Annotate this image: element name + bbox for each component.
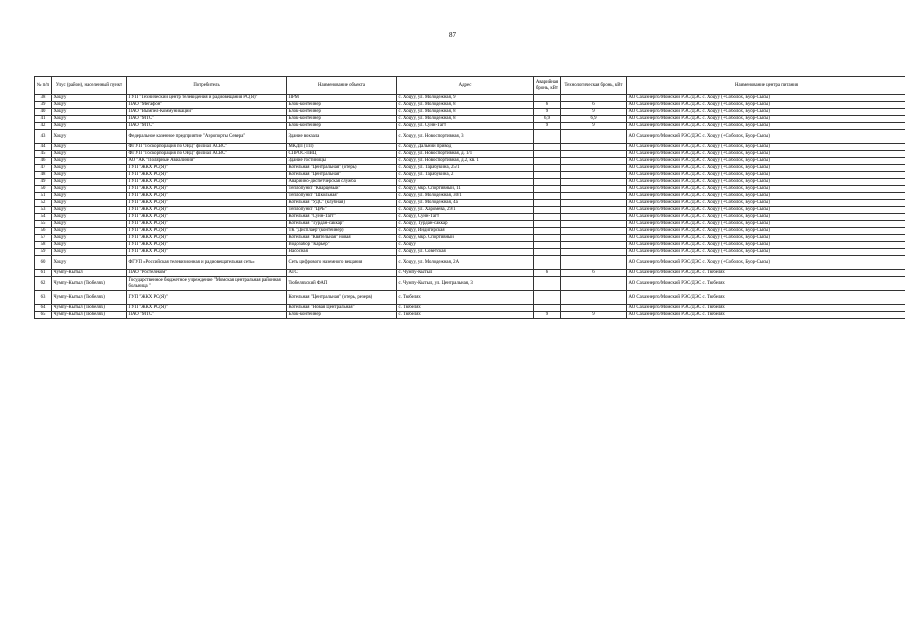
- table-cell-col-object: Блок-контейнер: [287, 109, 397, 116]
- table-cell-col-tech-reserve: [561, 151, 627, 158]
- header-col-power-center: Наименование центра питания: [627, 77, 905, 95]
- table-body: [35, 95, 905, 319]
- table-row: [35, 200, 905, 207]
- table-cell-col-number: 61: [35, 270, 52, 277]
- table-row: [35, 207, 905, 214]
- table-cell-col-power-center: АО Сахаэнерго/Момский РЭС/ДЭС с. Тюбелях: [627, 312, 905, 319]
- table-cell-col-consumer: ГУП "ЖКХ РС(Я)": [127, 242, 287, 249]
- table-cell-col-district: Чумпу-Кытыл (Тюбелях): [52, 312, 127, 319]
- table-cell-col-district: Хоцуу: [52, 172, 127, 179]
- table-cell-col-emergency-reserve: [534, 186, 561, 193]
- table-cell-col-emergency-reserve: [534, 172, 561, 179]
- table-cell-col-number: 52: [35, 200, 52, 207]
- table-cell-col-object: Котельная "Квятельная" новая: [287, 235, 397, 242]
- table-cell-col-object: Аварийно-диспетчерская служба: [287, 179, 397, 186]
- table-cell-col-tech-reserve: [561, 172, 627, 179]
- table-cell-col-power-center: АО Сахаэнерго/Момский РЭС/ДЭС с. Хоцуу (+Соболох, Буор-Сысы): [627, 186, 905, 193]
- table-cell-col-object: Здание гостиницы: [287, 158, 397, 165]
- table-cell-col-address: с. Хоцуу, Дальний привод: [397, 144, 534, 151]
- table-cell-col-consumer: ГУП "ЖКХ РС(Я)": [127, 214, 287, 221]
- table-row: [35, 242, 905, 249]
- table-cell-col-object: Блок-контейнер: [287, 123, 397, 130]
- table-cell-col-consumer: ФГУП «Российская телевизионная и радиовещательная сеть»: [127, 256, 287, 270]
- table-header-row: [35, 77, 905, 95]
- table-cell-col-power-center: АО Сахаэнерго/Момский РЭС/ДЭС с. Тюбелях: [627, 305, 905, 312]
- table-cell-col-emergency-reserve: [534, 228, 561, 235]
- table-cell-col-tech-reserve: [561, 221, 627, 228]
- table-cell-col-object: Насосная: [287, 249, 397, 256]
- table-cell-col-address: с. Хоцуу, ул. Молодежная, 8: [397, 116, 534, 123]
- table-cell-col-consumer: ГУП "ЖКХ РС(Я)": [127, 207, 287, 214]
- table-cell-col-power-center: АО Сахаэнерго/Момский РЭС/ДЭС с. Хоцуу (+Соболох, Буор-Сысы): [627, 249, 905, 256]
- table-row: [35, 186, 905, 193]
- table-cell-col-emergency-reserve: [534, 207, 561, 214]
- table-cell-col-district: Хоцуу: [52, 186, 127, 193]
- table-cell-col-power-center: АО Сахаэнерго/Момский РЭС/ДЭС с. Хоцуу (+Соболох, Буор-Сысы): [627, 221, 905, 228]
- table-cell-col-tech-reserve: 6: [561, 102, 627, 109]
- table-cell-col-object: Блок-контейнер: [287, 116, 397, 123]
- table-cell-col-number: 54: [35, 214, 52, 221]
- table-cell-col-object: Котельная "Центральная" (отерь): [287, 165, 397, 172]
- table-cell-col-address: с. Хоцуу, мкр. Спортивный: [397, 235, 534, 242]
- table-cell-col-tech-reserve: 9: [561, 123, 627, 130]
- table-cell-col-address: с. Хоцуу, ул. Тарабукина, 25/1: [397, 165, 534, 172]
- table-cell-col-tech-reserve: [561, 256, 627, 270]
- table-cell-col-tech-reserve: [561, 214, 627, 221]
- table-cell-col-tech-reserve: [561, 193, 627, 200]
- table-cell-col-power-center: АО Сахаэнерго/Момский РЭС/ДЭС с. Хоцуу (+Соболох, Буор-Сысы): [627, 109, 905, 116]
- header-col-number: № п/п: [35, 77, 52, 95]
- table-cell-col-district: Хоцуу: [52, 249, 127, 256]
- table-cell-col-emergency-reserve: [534, 291, 561, 305]
- table-cell-col-district: Хоцуу: [52, 200, 127, 207]
- table-cell-col-district: Хоцуу: [52, 214, 127, 221]
- table-cell-col-consumer: ПАО "МТС": [127, 123, 287, 130]
- table-cell-col-object: Котельная "УДС" (клубная): [287, 200, 397, 207]
- table-cell-col-consumer: ГУП "ЖКХ РС(Я)": [127, 200, 287, 207]
- table-cell-col-district: Чумпу-Кытыл (Тюбелях): [52, 277, 127, 291]
- table-cell-col-object: Водозабор "Карьер": [287, 242, 397, 249]
- table-cell-col-number: 40: [35, 109, 52, 116]
- table-cell-col-tech-reserve: 9: [561, 109, 627, 116]
- table-cell-col-number: 41: [35, 116, 52, 123]
- table-cell-col-tech-reserve: [561, 305, 627, 312]
- table-row: [35, 305, 905, 312]
- table-row: [35, 144, 905, 151]
- table-cell-col-object: Котельная "Новая Центральная": [287, 305, 397, 312]
- table-cell-col-district: Хоцуу: [52, 228, 127, 235]
- table-cell-col-emergency-reserve: [534, 214, 561, 221]
- table-cell-col-consumer: Федеральное казенное предприятие "Аэропорты Севера": [127, 130, 287, 144]
- table-cell-col-tech-reserve: [561, 200, 627, 207]
- table-row: [35, 172, 905, 179]
- table-cell-col-power-center: АО Сахаэнерго/Момский РЭС/ДЭС с. Хоцуу (+Соболох, Буор-Сысы): [627, 172, 905, 179]
- table-cell-col-number: 44: [35, 144, 52, 151]
- table-cell-col-number: 56: [35, 228, 52, 235]
- table-cell-col-address: с. Хоцуу, ул. Новоспортивная, 3: [397, 130, 534, 144]
- table-cell-col-power-center: АО Сахаэнерго/Момский РЭС/ДЭС с. Хоцуу (+Соболох, Буор-Сысы): [627, 179, 905, 186]
- table-row: [35, 151, 905, 158]
- table-cell-col-power-center: АО Сахаэнерго/Момский РЭС/ДЭС с. Хоцуу (+Соболох, Буор-Сысы): [627, 158, 905, 165]
- header-col-emergency-reserve: Аварийная бронь, кВт: [534, 77, 561, 95]
- table-cell-col-consumer: ГУП "ЖКХ РС(Я)": [127, 305, 287, 312]
- table-cell-col-power-center: АО Сахаэнерго/Момский РЭС/ДЭС с. Хоцуу (+Соболох, Буор-Сысы): [627, 151, 905, 158]
- table-cell-col-emergency-reserve: [534, 144, 561, 151]
- table-cell-col-district: Хоцуу: [52, 179, 127, 186]
- table-cell-col-consumer: ФГУП "Госкорпорация по ОВД" филиал АСВС": [127, 151, 287, 158]
- table-cell-col-object: СПРОС-ПВЦ: [287, 151, 397, 158]
- table-cell-col-district: Хоцуу: [52, 242, 127, 249]
- table-cell-col-district: Хоцуу: [52, 165, 127, 172]
- table-cell-col-address: с. Тюбелях: [397, 305, 534, 312]
- table-cell-col-number: 43: [35, 130, 52, 144]
- table-cell-col-address: с. Хоцуу, ул. Сунн-Тагт: [397, 123, 534, 130]
- table-cell-col-number: 57: [35, 235, 52, 242]
- table-cell-col-address: с. Хоцуу, ул. Новоспортивная, д. 1/1: [397, 151, 534, 158]
- table-row: [35, 214, 905, 221]
- table-cell-col-power-center: АО Сахаэнерго/Момский РЭС/ДЭС с. Тюбелях: [627, 277, 905, 291]
- table-cell-col-tech-reserve: [561, 235, 627, 242]
- table-cell-col-consumer: ПАО "Вымпел-Коммуникации": [127, 109, 287, 116]
- table-cell-col-power-center: АО Сахаэнерго/Момский РЭС/ДЭС с. Хоцуу (+Соболох, Буор-Сысы): [627, 200, 905, 207]
- table-cell-col-address: с. Хоцуу, мкр. Спортивный, 11: [397, 186, 534, 193]
- table-cell-col-consumer: ГУП "Технический центр телевидения и радиовещания РС(Я)": [127, 95, 287, 102]
- table-cell-col-power-center: АО Сахаэнерго/Момский РЭС/ДЭС с. Тюбелях: [627, 270, 905, 277]
- table-row: [35, 102, 905, 109]
- table-cell-col-address: с. Хоцуу, Сунн-Тагт: [397, 214, 534, 221]
- table-cell-col-district: Хоцуу: [52, 102, 127, 109]
- table-cell-col-tech-reserve: [561, 179, 627, 186]
- table-cell-col-power-center: АО Сахаэнерго/Момский РЭС/ДЭС с. Хоцуу (+Соболох, Буор-Сысы): [627, 193, 905, 200]
- table-cell-col-district: Чумпу-Кытыл (Тюбелях): [52, 291, 127, 305]
- table-cell-col-power-center: АО Сахаэнерго/Момский РЭС/ДЭС с. Хоцуу (+Соболох, Буор-Сысы): [627, 116, 905, 123]
- table-row: [35, 165, 905, 172]
- table-row: [35, 116, 905, 123]
- header-col-consumer: Потребитель: [127, 77, 287, 95]
- table-cell-col-district: Хоцуу: [52, 193, 127, 200]
- table-cell-col-emergency-reserve: 9: [534, 109, 561, 116]
- table-cell-col-emergency-reserve: 6: [534, 102, 561, 109]
- table-cell-col-tech-reserve: [561, 242, 627, 249]
- table-cell-col-district: Чумпу-Кытыл (Тюбелях): [52, 305, 127, 312]
- table-cell-col-address: с. Хоцуу, Турдан-саккар: [397, 221, 534, 228]
- table-cell-col-address: с. Тюбелях: [397, 291, 534, 305]
- table-cell-col-consumer: ГУП "ЖКХ РС(Я)": [127, 291, 287, 305]
- table-cell-col-tech-reserve: [561, 228, 627, 235]
- table-cell-col-number: 50: [35, 186, 52, 193]
- table-cell-col-number: 45: [35, 151, 52, 158]
- table-cell-col-district: Хоцуу: [52, 256, 127, 270]
- table-cell-col-object: МКДП (ТП): [287, 144, 397, 151]
- table-cell-col-address: с. Тюбелях: [397, 312, 534, 319]
- table-cell-col-district: Хоцуу: [52, 207, 127, 214]
- table-cell-col-consumer: АО "АК "Полярные Авиалинии": [127, 158, 287, 165]
- table-cell-col-number: 62: [35, 277, 52, 291]
- table-cell-col-district: Хоцуу: [52, 109, 127, 116]
- table-row: [35, 158, 905, 165]
- table-cell-col-emergency-reserve: 9: [534, 312, 561, 319]
- table-row: [35, 193, 905, 200]
- table-cell-col-address: с. Хоцуу, ул. Советская: [397, 249, 534, 256]
- table-cell-col-power-center: АО Сахаэнерго/Момский РЭС/ДЭС с. Хоцуу (+Соболох, Буор-Сысы): [627, 144, 905, 151]
- table-cell-col-district: Хоцуу: [52, 123, 127, 130]
- table-cell-col-tech-reserve: [561, 158, 627, 165]
- table-cell-col-object: Котельная "Центральная": [287, 172, 397, 179]
- table-cell-col-consumer: ПАО "Ростелеком": [127, 270, 287, 277]
- table-cell-col-tech-reserve: 6,9: [561, 116, 627, 123]
- table-cell-col-address: с. Хоцуу, ул. Новоспортивная, д.2, кв. 1: [397, 158, 534, 165]
- table-cell-col-number: 39: [35, 102, 52, 109]
- table-cell-col-power-center: АО Сахаэнерго/Момский РЭС/ДЭС с. Хоцуу (+Соболох, Буор-Сысы): [627, 207, 905, 214]
- table-cell-col-power-center: АО Сахаэнерго/Момский РЭС/ДЭС с. Хоцуу (+Соболох, Буор-Сысы): [627, 214, 905, 221]
- table-cell-col-object: ПРМ: [287, 95, 397, 102]
- table-cell-col-address: с. Хоцуу, Индигирская: [397, 228, 534, 235]
- table-cell-col-address: с. Хоцуу, ул. Харомева, 29/1: [397, 207, 534, 214]
- table-cell-col-consumer: ПАО "Мегафон": [127, 102, 287, 109]
- table-cell-col-power-center: АО Сахаэнерго/Момский РЭС/ДЭС с. Хоцуу (+Соболох, Буор-Сысы): [627, 242, 905, 249]
- table-cell-col-tech-reserve: [561, 186, 627, 193]
- table-cell-col-consumer: ГУП "ЖКХ РС(Я)": [127, 221, 287, 228]
- header-col-tech-reserve: Технологическая бронь, кВт: [561, 77, 627, 95]
- table-cell-col-object: Блок-контейнер: [287, 102, 397, 109]
- table-cell-col-consumer: ГУП "ЖКХ РС(Я)": [127, 186, 287, 193]
- table-cell-col-district: Чумпу-Кытыл: [52, 270, 127, 277]
- table-cell-col-address: с. Хоцуу, ул. Молодежная, 4а: [397, 200, 534, 207]
- table-cell-col-power-center: АО Сахаэнерго/Момский РЭС/ДЭС с. Хоцуу (+Соболох, Буор-Сысы): [627, 130, 905, 144]
- table-cell-col-address: с. Хоцуу, ул. Молодежная, 30/1: [397, 193, 534, 200]
- table-row: [35, 130, 905, 144]
- table-row: [35, 109, 905, 116]
- table-row: [35, 123, 905, 130]
- table-cell-col-number: 64: [35, 305, 52, 312]
- table-cell-col-consumer: ГУП "ЖКХ РС(Я)": [127, 179, 287, 186]
- table-cell-col-power-center: АО Сахаэнерго/Момский РЭС/ДЭС с. Тюбелях: [627, 291, 905, 305]
- table-cell-col-emergency-reserve: [534, 277, 561, 291]
- table-cell-col-address: с. Хоцуу: [397, 179, 534, 186]
- table-cell-col-tech-reserve: [561, 207, 627, 214]
- table-cell-col-district: Хоцуу: [52, 235, 127, 242]
- table-cell-col-consumer: ГУП "ЖКХ РС(Я)": [127, 172, 287, 179]
- table-cell-col-emergency-reserve: [534, 179, 561, 186]
- table-cell-col-emergency-reserve: [534, 193, 561, 200]
- table-cell-col-address: с. Хоцуу, ул. Тарабукина, 2: [397, 172, 534, 179]
- table-row: [35, 270, 905, 277]
- table-cell-col-emergency-reserve: [534, 151, 561, 158]
- header-col-object: Наименование объекта: [287, 77, 397, 95]
- table-cell-col-district: Хоцуу: [52, 221, 127, 228]
- table-cell-col-address: с. Хоцуу, ул. Молодежная, 9: [397, 95, 534, 102]
- table-cell-col-district: Хоцуу: [52, 116, 127, 123]
- table-cell-col-emergency-reserve: [534, 249, 561, 256]
- table-cell-col-tech-reserve: 6: [561, 270, 627, 277]
- table-cell-col-consumer: ГУП "ЖКХ РС(Я)": [127, 228, 287, 235]
- table-cell-col-power-center: АО Сахаэнерго/Момский РЭС/ДЭС с. Хоцуу (+Соболох, Буор-Сысы): [627, 123, 905, 130]
- table-cell-col-power-center: АО Сахаэнерго/Момский РЭС/ДЭС с. Хоцуу (+Соболох, Буор-Сысы): [627, 256, 905, 270]
- table-cell-col-object: Сеть цифрового наземного вещания: [287, 256, 397, 270]
- table-cell-col-address: с. Хоцуу: [397, 242, 534, 249]
- table-cell-col-tech-reserve: [561, 95, 627, 102]
- table-cell-col-power-center: АО Сахаэнерго/Момский РЭС/ДЭС с. Хоцуу (+Соболох, Буор-Сысы): [627, 165, 905, 172]
- table-cell-col-object: Блок-контейнер: [287, 312, 397, 319]
- table-row: [35, 256, 905, 270]
- table-cell-col-emergency-reserve: [534, 242, 561, 249]
- table-cell-col-district: Хоцуу: [52, 95, 127, 102]
- table-cell-col-number: 42: [35, 123, 52, 130]
- table-cell-col-address: с. Хоцуу, ул. Молодежная, 8: [397, 102, 534, 109]
- table-cell-col-address: с. Хоцуу, ул. Молодежная, 8: [397, 109, 534, 116]
- table-cell-col-consumer: ПАО "МТС": [127, 312, 287, 319]
- table-cell-col-number: 46: [35, 158, 52, 165]
- table-cell-col-emergency-reserve: [534, 95, 561, 102]
- header-col-district: Улус (район), населенный пункт: [52, 77, 127, 95]
- table-cell-col-object: Котельная "Турдан-саккар": [287, 221, 397, 228]
- table-cell-col-district: Хоцуу: [52, 144, 127, 151]
- table-cell-col-number: 58: [35, 242, 52, 249]
- table-row: [35, 312, 905, 319]
- table-cell-col-consumer: ФГУП "Госкорпорация по ОВД" филиал АСВС": [127, 144, 287, 151]
- table-cell-col-district: Хоцуу: [52, 130, 127, 144]
- table-row: [35, 277, 905, 291]
- table-cell-col-emergency-reserve: [534, 235, 561, 242]
- table-cell-col-emergency-reserve: 6,9: [534, 116, 561, 123]
- table-cell-col-object: Здание вокзала: [287, 130, 397, 144]
- table-cell-col-object: АТС: [287, 270, 397, 277]
- table-cell-col-object: Теплопункт "Кварцевый": [287, 186, 397, 193]
- consumers-table: [34, 76, 905, 319]
- table-cell-col-object: Котельная "Сунн-Тагт": [287, 214, 397, 221]
- table-cell-col-number: 49: [35, 179, 52, 186]
- table-cell-col-tech-reserve: [561, 165, 627, 172]
- table-cell-col-tech-reserve: [561, 277, 627, 291]
- table-cell-col-power-center: АО Сахаэнерго/Момский РЭС/ДЭС с. Хоцуу (+Соболох, Буор-Сысы): [627, 95, 905, 102]
- table-row: [35, 228, 905, 235]
- table-row: [35, 221, 905, 228]
- header-col-address: Адрес: [397, 77, 534, 95]
- table-cell-col-emergency-reserve: 6: [534, 270, 561, 277]
- table-cell-col-object: Тюбеляхский ФАП: [287, 277, 397, 291]
- table-cell-col-power-center: АО Сахаэнерго/Момский РЭС/ДЭС с. Хоцуу (+Соболох, Буор-Сысы): [627, 228, 905, 235]
- table-cell-col-emergency-reserve: [534, 165, 561, 172]
- table-cell-col-number: 55: [35, 221, 52, 228]
- table-cell-col-number: 65: [35, 312, 52, 319]
- table-cell-col-consumer: Государственное бюджетное учреждение "Момская центральная районная больница ": [127, 277, 287, 291]
- table-cell-col-number: 51: [35, 193, 52, 200]
- table-cell-col-consumer: ГУП "ЖКХ РС(Я)": [127, 249, 287, 256]
- table-cell-col-emergency-reserve: [534, 221, 561, 228]
- table-cell-col-consumer: ГУП "ЖКХ РС(Я)": [127, 235, 287, 242]
- table-cell-col-consumer: ГУП "ЖКХ РС(Я)": [127, 165, 287, 172]
- table-row: [35, 179, 905, 186]
- table-row: [35, 235, 905, 242]
- table-cell-col-number: 38: [35, 95, 52, 102]
- table-cell-col-emergency-reserve: [534, 200, 561, 207]
- table-cell-col-number: 59: [35, 249, 52, 256]
- table-row: [35, 291, 905, 305]
- table-cell-col-consumer: ПАО "МТС": [127, 116, 287, 123]
- table-cell-col-emergency-reserve: [534, 305, 561, 312]
- table-cell-col-number: 60: [35, 256, 52, 270]
- table-cell-col-number: 47: [35, 165, 52, 172]
- table-cell-col-number: 63: [35, 291, 52, 305]
- table-cell-col-number: 53: [35, 207, 52, 214]
- table-cell-col-object: Теплопункт "ЦРБ": [287, 207, 397, 214]
- table-cell-col-address: с. Чумпу-Кытыл, ул. Центральная, 3: [397, 277, 534, 291]
- table-cell-col-object: Котельная "Центральная" (отерь, резерв): [287, 291, 397, 305]
- table-cell-col-district: Хоцуу: [52, 158, 127, 165]
- table-cell-col-tech-reserve: [561, 144, 627, 151]
- table-cell-col-emergency-reserve: [534, 256, 561, 270]
- table-row: [35, 95, 905, 102]
- table-cell-col-district: Хоцуу: [52, 151, 127, 158]
- table-cell-col-object: ТК "Дисплаер"(контейнер): [287, 228, 397, 235]
- table-cell-col-power-center: АО Сахаэнерго/Момский РЭС/ДЭС с. Хоцуу (+Соболох, Буор-Сысы): [627, 102, 905, 109]
- table-cell-col-emergency-reserve: [534, 158, 561, 165]
- table-cell-col-emergency-reserve: 9: [534, 123, 561, 130]
- table-cell-col-object: Теплопункт "Школьная": [287, 193, 397, 200]
- table-cell-col-tech-reserve: 9: [561, 312, 627, 319]
- table-cell-col-tech-reserve: [561, 291, 627, 305]
- table-cell-col-tech-reserve: [561, 130, 627, 144]
- table-cell-col-tech-reserve: [561, 249, 627, 256]
- page-number: 87: [449, 31, 456, 39]
- table-cell-col-address: с. Чумпу-Кытыл: [397, 270, 534, 277]
- table-cell-col-address: с. Хоцуу, ул. Молодежная, 2А: [397, 256, 534, 270]
- table-cell-col-number: 48: [35, 172, 52, 179]
- table-row: [35, 249, 905, 256]
- table-cell-col-consumer: ГУП "ЖКХ РС(Я)": [127, 193, 287, 200]
- table-cell-col-power-center: АО Сахаэнерго/Момский РЭС/ДЭС с. Хоцуу (+Соболох, Буор-Сысы): [627, 235, 905, 242]
- table-cell-col-emergency-reserve: [534, 130, 561, 144]
